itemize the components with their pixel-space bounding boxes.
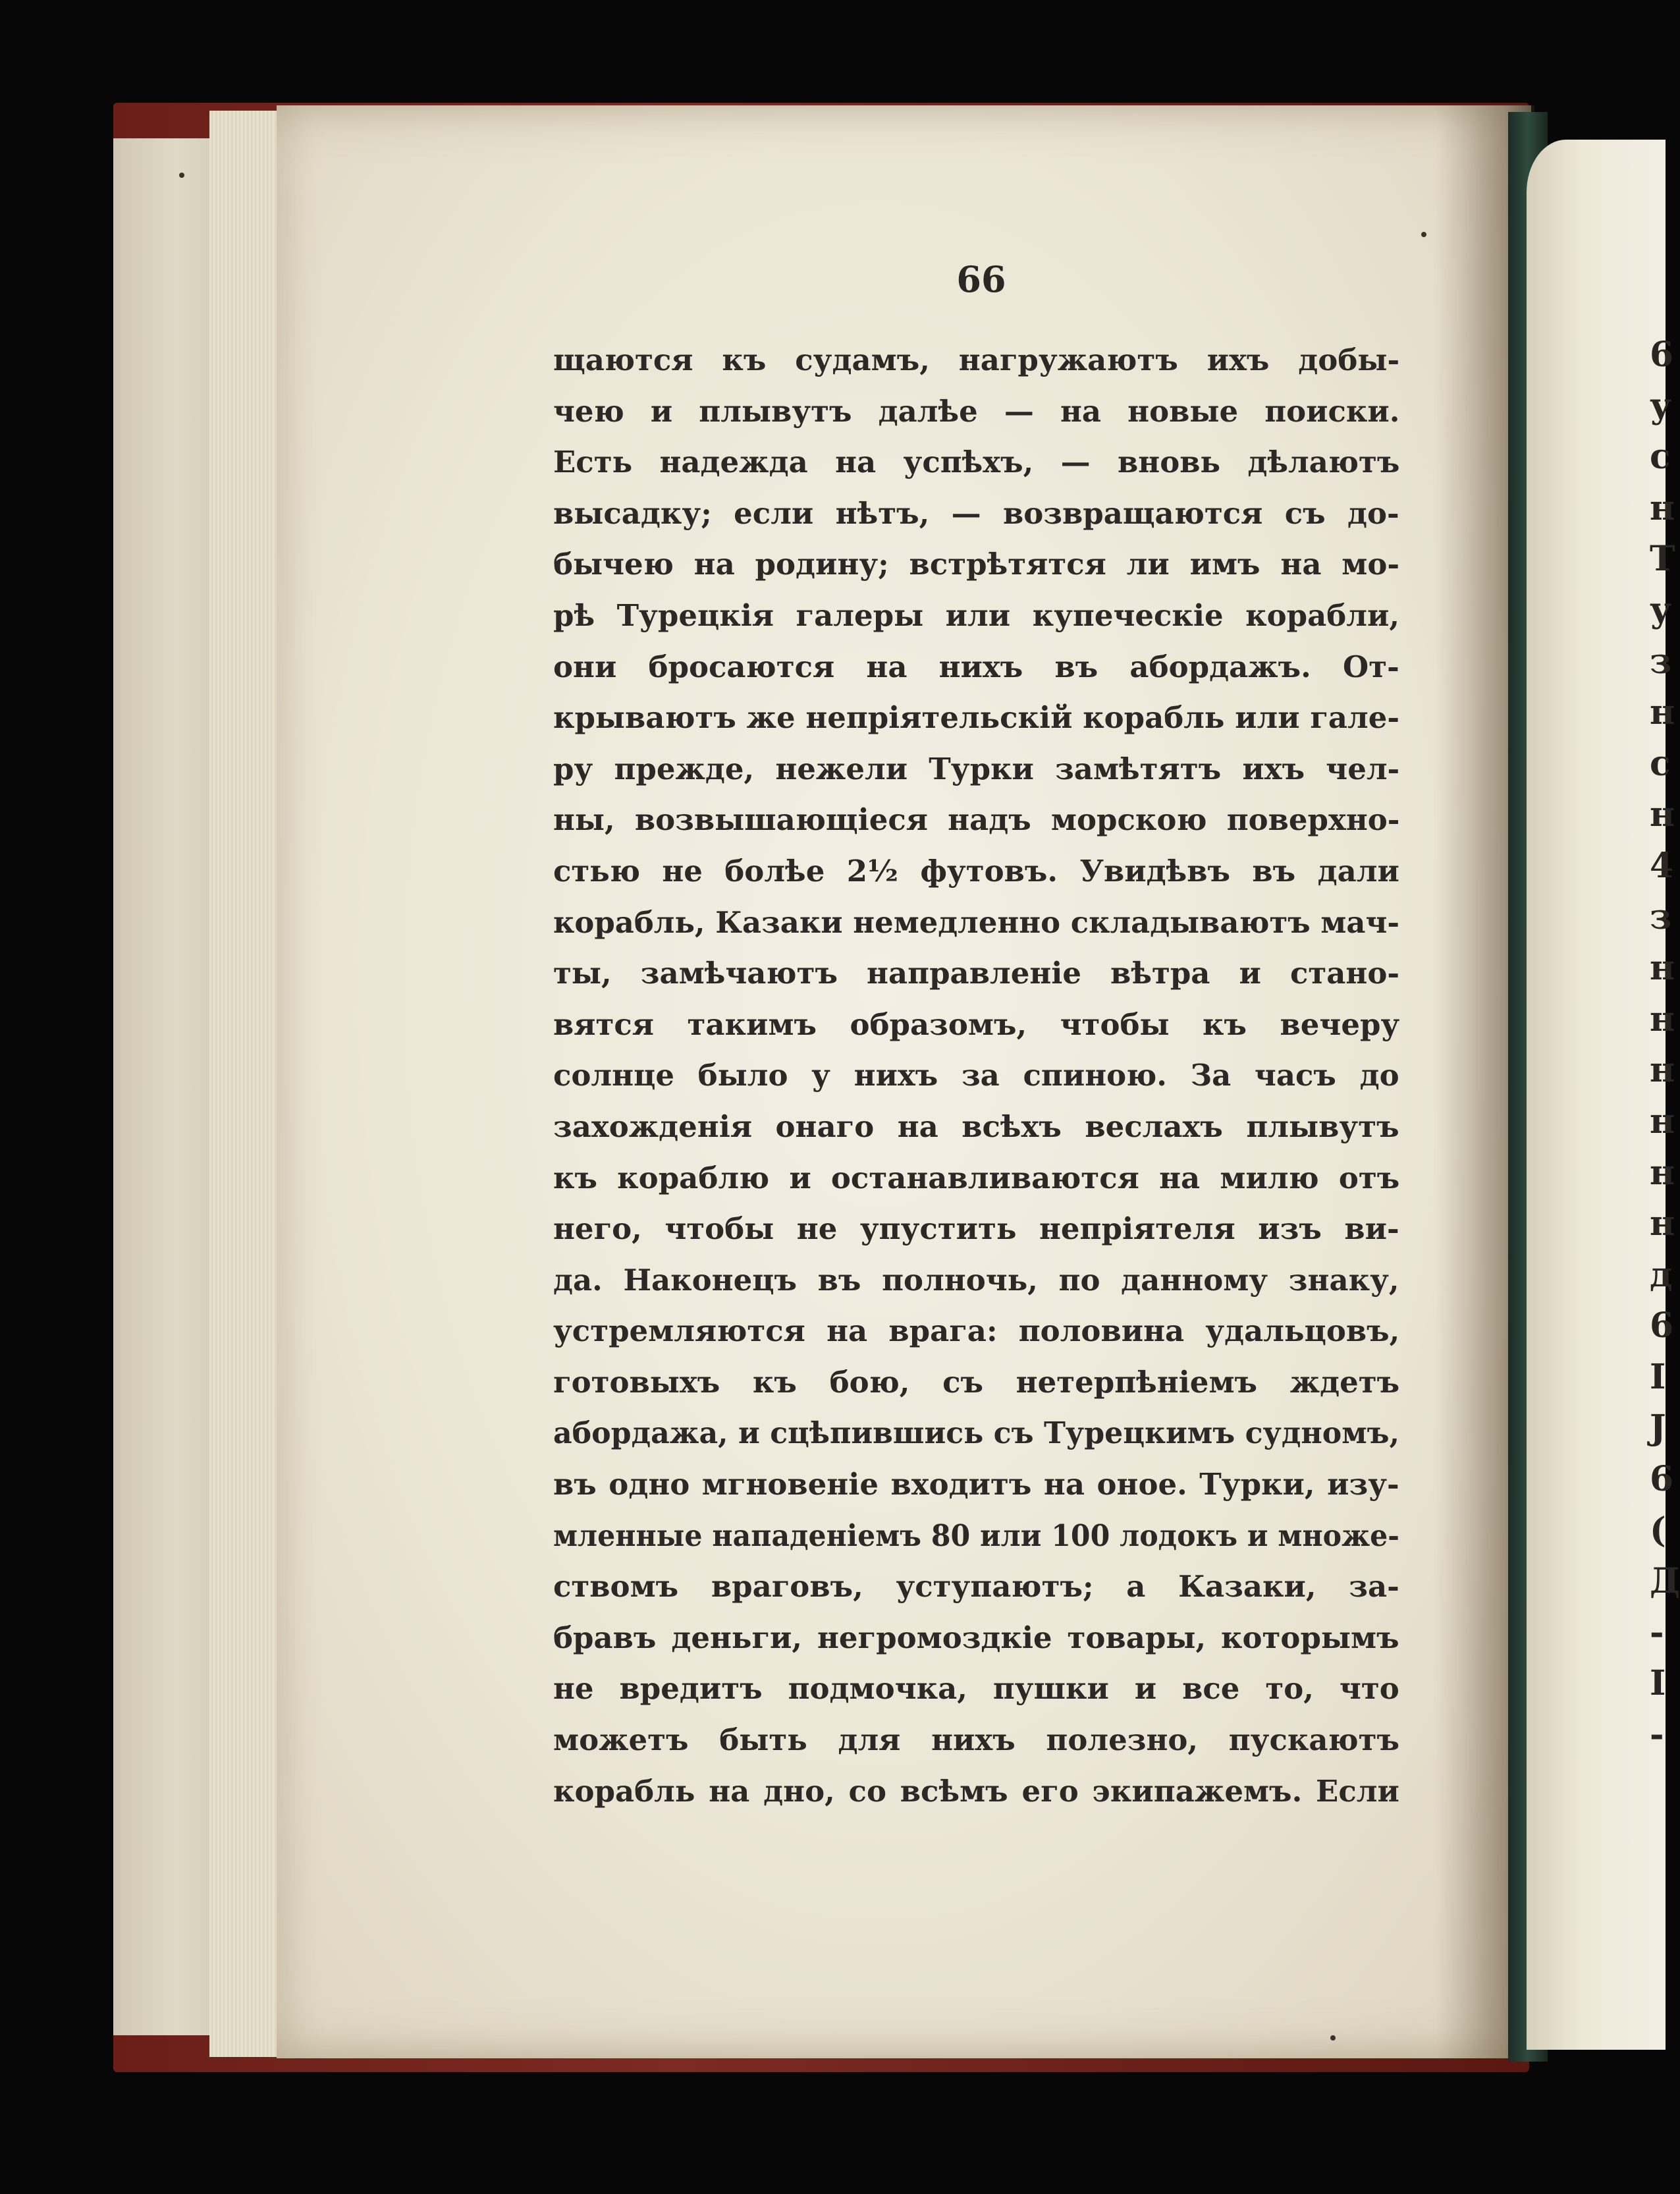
speck bbox=[1330, 2035, 1336, 2041]
facing-page-text bbox=[1650, 329, 1680, 1761]
facing-page-letter: н bbox=[1650, 999, 1675, 1039]
facing-page-letter: 6 bbox=[1650, 335, 1674, 375]
facing-page-letter: I bbox=[1650, 1356, 1666, 1397]
text-line: въ одно мгновеніе входитъ на оное. Турки, изу- bbox=[553, 1467, 1399, 1502]
text-line: бычею на родину; встрѣтятся ли имъ на мо- bbox=[553, 547, 1400, 582]
facing-page-letter: 6 bbox=[1650, 1459, 1674, 1500]
facing-page-letter: з bbox=[1650, 896, 1672, 937]
facing-page-letter: I bbox=[1650, 1663, 1666, 1704]
facing-page-letter: с bbox=[1650, 437, 1671, 478]
text-line: него, чтобы не упустить непріятеля изъ ви- bbox=[553, 1211, 1399, 1247]
text-line: крываютъ же непріятельскій корабль или гале- bbox=[553, 700, 1399, 736]
text-line: щаются къ судамъ, нагружаютъ ихъ добы- bbox=[553, 343, 1400, 377]
facing-page-letter: J bbox=[1650, 1408, 1666, 1448]
facing-page-letter: ( bbox=[1650, 1510, 1666, 1550]
facing-page-letter: - bbox=[1650, 1612, 1664, 1653]
text-line: корабль на дно, со всѣмъ его экипажемъ. Если bbox=[553, 1773, 1399, 1809]
text-line: да. Наконецъ въ полночь, по данному знаку, bbox=[553, 1262, 1399, 1298]
text-line: они бросаются на нихъ въ абордажъ. От- bbox=[553, 649, 1399, 684]
text-line: высадку; если нѣтъ, — возвращаются съ до- bbox=[553, 495, 1399, 531]
facing-page-letter: з bbox=[1650, 641, 1672, 682]
speck bbox=[1421, 232, 1426, 237]
facing-page-letter: Д bbox=[1650, 1561, 1680, 1602]
speck bbox=[179, 173, 184, 178]
facing-page-letter: у bbox=[1650, 590, 1672, 630]
facing-page-letter: н bbox=[1650, 487, 1675, 528]
page-number: 66 bbox=[956, 258, 1006, 300]
text-line: корабль, Казаки немедленно складываютъ мач- bbox=[553, 904, 1399, 940]
text-line: ствомъ враговъ, уступаютъ; а Казаки, за- bbox=[553, 1569, 1399, 1604]
facing-page-letter: н bbox=[1650, 1050, 1675, 1091]
facing-page-letter: н bbox=[1650, 794, 1675, 835]
text-line: бравъ деньги, негромоздкіе товары, которымъ bbox=[553, 1620, 1399, 1655]
text-line: чею и плывутъ далѣе — на новые поиски. bbox=[553, 393, 1400, 429]
facing-page-letter: Т bbox=[1650, 539, 1675, 580]
facing-page-letter: н bbox=[1650, 948, 1675, 989]
cover-inner-board bbox=[113, 138, 225, 2035]
text-line: захожденія онаго на всѣхъ веслахъ плывутъ bbox=[553, 1109, 1399, 1144]
facing-page-letter: н bbox=[1650, 692, 1675, 733]
facing-page-letter: - bbox=[1650, 1714, 1664, 1755]
text-line: готовыхъ къ бою, съ нетерпѣніемъ ждетъ bbox=[553, 1364, 1400, 1400]
facing-page-letter: 6 bbox=[1650, 1305, 1674, 1346]
text-line: устремляются на врага: половина удальцовъ, bbox=[553, 1313, 1400, 1349]
facing-page-letter: н bbox=[1650, 1203, 1675, 1244]
text-line: не вредитъ подмочка, пушки и все то, что bbox=[553, 1671, 1399, 1707]
text-line: ру прежде, нежели Турки замѣтятъ ихъ чел- bbox=[553, 751, 1400, 786]
facing-page-letter: н bbox=[1650, 1101, 1675, 1141]
facing-page bbox=[1527, 140, 1666, 2050]
text-line: рѣ Турецкія галеры или купеческіе корабли, bbox=[553, 597, 1400, 633]
text-line: вятся такимъ образомъ, чтобы къ вечеру bbox=[553, 1006, 1400, 1042]
text-line: къ кораблю и останавливаются на милю отъ bbox=[553, 1160, 1400, 1195]
facing-page-letter: д bbox=[1650, 1254, 1673, 1295]
text-line: можетъ быть для нихъ полезно, пускаютъ bbox=[553, 1722, 1400, 1758]
text-line: стью не болѣе 2½ футовъ. Увидѣвъ въ дали bbox=[553, 853, 1399, 889]
text-line: абордажа, и сцѣпившись съ Турецкимъ судномъ, bbox=[553, 1415, 1399, 1451]
text-line: Есть надежда на успѣхъ, — вновь дѣлаютъ bbox=[553, 445, 1400, 480]
facing-page-letter: н bbox=[1650, 1152, 1675, 1193]
text-line: ты, замѣчаютъ направленіе вѣтра и стано- bbox=[553, 956, 1400, 991]
text-line: ны, возвышающіеся надъ морскою поверхно- bbox=[553, 802, 1400, 838]
body-text bbox=[553, 335, 1399, 1817]
text-line: солнце было у нихъ за спиною. За часъ до bbox=[553, 1058, 1399, 1093]
facing-page-letter: с bbox=[1650, 743, 1671, 784]
facing-page-letter: у bbox=[1650, 385, 1672, 426]
facing-page-letter: 4 bbox=[1650, 845, 1674, 886]
text-line: мленные нападеніемъ 80 или 100 лодокъ и множе- bbox=[553, 1518, 1399, 1553]
